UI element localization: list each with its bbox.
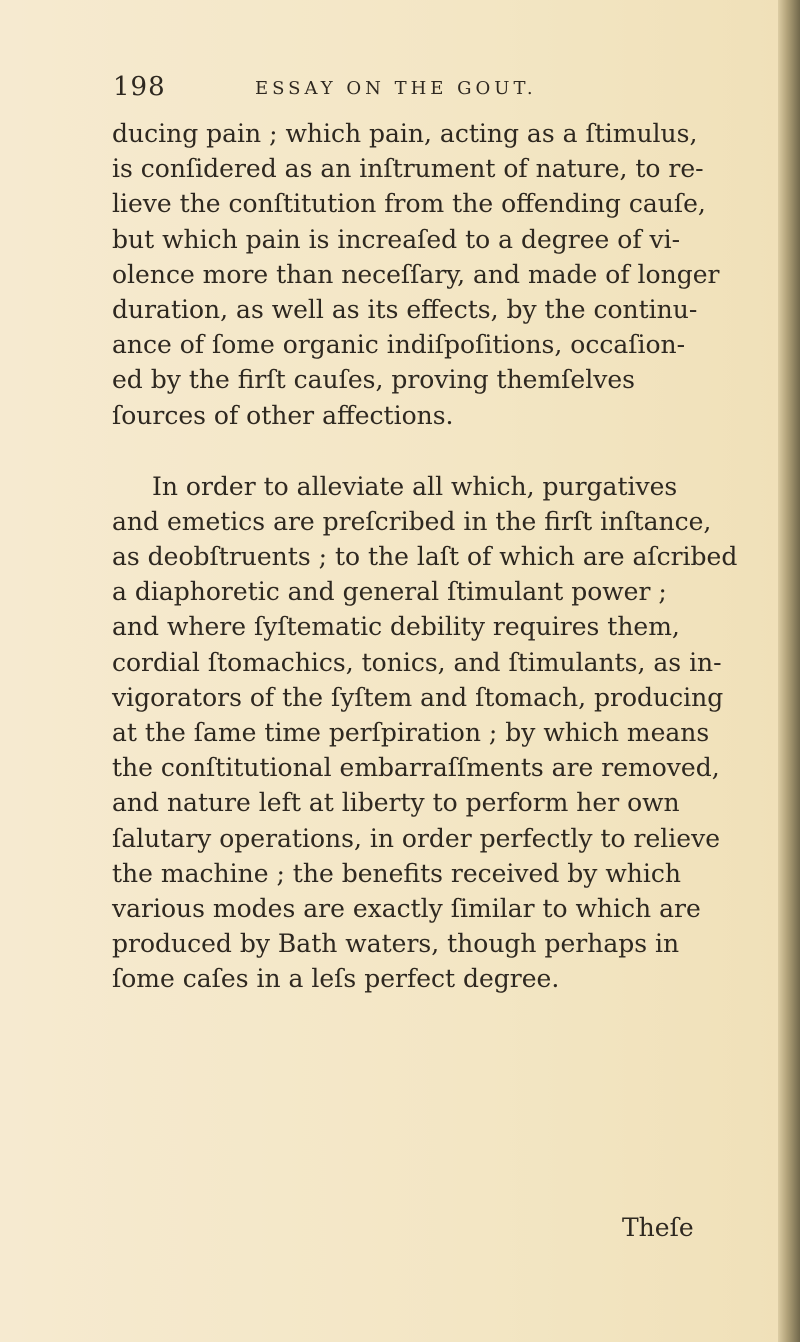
body-text	[112, 116, 738, 997]
text-line: at the ſame time perſpiration ; by which means	[112, 718, 710, 747]
text-line: and where ſyſtematic debility requires them,	[112, 612, 680, 642]
text-line: ed by the firſt cauſes, proving themſelves	[112, 365, 635, 395]
text-line: the machine ; the benefits received by which	[112, 858, 681, 888]
text-line: lieve the conſtitution from the offending cauſe,	[112, 189, 706, 219]
text-line: ducing pain ; which pain, acting as a ſtimulus,	[112, 119, 698, 148]
text-line: ſome caſes in a leſs perfect degree.	[112, 964, 560, 994]
text-line: cordial ſtomachics, tonics, and ſtimulants, as in-	[112, 647, 722, 677]
text-line: produced by Bath waters, though perhaps in	[112, 929, 680, 959]
text-line: ſalutary operations, in order perfectly to relieve	[112, 823, 720, 853]
text-line: a diaphoretic and general ſtimulant power ;	[112, 577, 667, 607]
page-number: 198	[113, 72, 166, 102]
text-line: and emetics are preſcribed in the firſt inſtance,	[112, 506, 712, 536]
text-line: ance of ſome organic indiſpoſitions, occaſion-	[112, 330, 686, 360]
paragraph-1	[112, 116, 732, 433]
page-edge-shadow	[778, 0, 800, 1342]
paragraph-gap	[112, 433, 732, 469]
catchword: Theſe	[622, 1213, 694, 1242]
text-line: vigorators of the ſyſtem and ſtomach, producing	[112, 682, 724, 712]
text-line: as deobſtruents ; to the laſt of which are aſcribed	[112, 542, 738, 572]
text-line: is conſidered as an inſtrument of nature, to re-	[112, 154, 704, 184]
text-line: ſources of other affections.	[112, 400, 454, 430]
page-header	[113, 72, 633, 112]
running-title: ESSAY ON THE GOUT.	[255, 78, 537, 99]
text-line: various modes are exactly ſimilar to which are	[112, 893, 701, 923]
text-line: the conſtitutional embarraſſments are removed,	[112, 753, 720, 783]
text-line: duration, as well as its effects, by the continu-	[112, 294, 698, 324]
paragraph-2	[112, 469, 738, 997]
text-line: olence more than neceſſary, and made of longer	[112, 259, 720, 289]
text-line: In order to alleviate all which, purgatives	[152, 471, 678, 501]
text-line: but which pain is increaſed to a degree of vi-	[112, 224, 681, 254]
text-line: and nature left at liberty to perform her own	[112, 788, 680, 818]
